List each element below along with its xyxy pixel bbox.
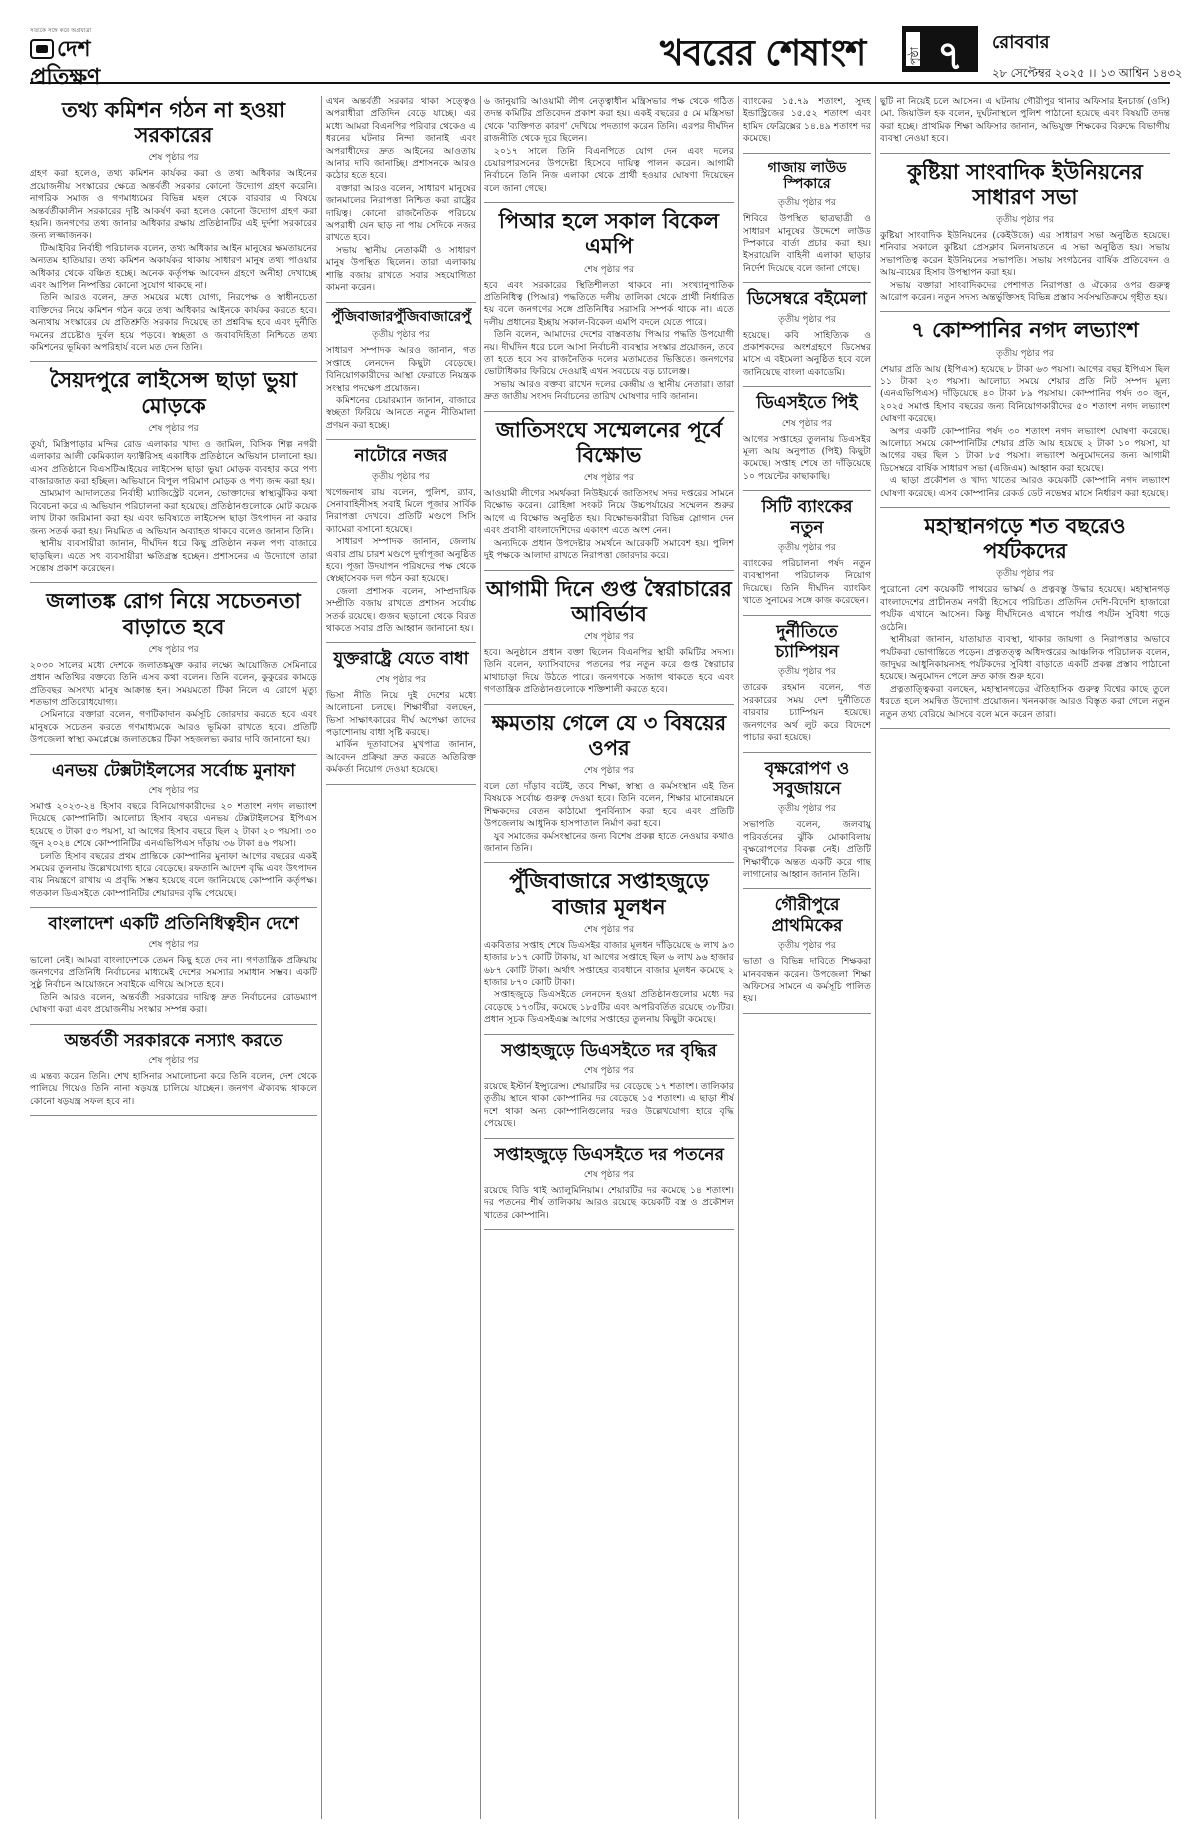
article-headline[interactable]: ক্ষমতায় গেলে যে ৩ বিষয়ের ওপর — [491, 710, 727, 760]
article — [30, 761, 317, 909]
article-headline[interactable]: ডিসেম্বরে বইমেলা — [747, 289, 867, 310]
continuation-note: তৃতীয় পৃষ্ঠার পর — [996, 215, 1054, 225]
article — [326, 96, 476, 303]
article-paragraph: তিনি বলেন, আমাদের দেশের বাস্তবতায় পিআর পদ্ধতি উপযোগী নয়। দীর্ঘদিন ধরে চলে আসা নির্বাচনী ব্যবস্থার সংস্কার প্রয়োজন, তবে তা হতে হবে সব রাজনৈতিক দলের মতামতের ভিত্তিতে। জনগণের ভোটাধিকার ফিরিয়ে দেওয়াই এখন সবচেয়ে বড় চ্যালেঞ্জ। — [484, 329, 734, 378]
continuation-note: তৃতীয় পৃষ্ঠার পর — [996, 348, 1054, 359]
article — [484, 1145, 734, 1231]
article-headline[interactable]: দুর্নীতিতে চ্যাম্পিয়ন — [775, 621, 839, 663]
article — [30, 1031, 317, 1117]
article-paragraph: সভাপতি বলেন, জলবায়ু পরিবর্তনের ঝুঁকি মোকাবিলায় বৃক্ষরোপণের বিকল্প নেই। প্রতিটি শিক্ষার্থীকে অন্তত একটি করে গাছ লাগানোর আহ্বান জানান তিনি। — [743, 819, 871, 880]
article-paragraph: এ মন্তব্য করেন তিনি। শেখ হাসিনার সমালোচনা করে তিনি বলেন, দেশ থেকে পালিয়ে গিয়েও তিনি নানা ষড়যন্ত্র চালিয়ে যাচ্ছেন। জনগণ ঐক্যবদ্ধ থাকলে কোনো ষড়যন্ত্র সফল হবে না। — [30, 1070, 317, 1107]
article-headline[interactable]: ডিএসইতে পিই — [756, 393, 858, 414]
article-paragraph: সাধারণ সম্পাদক আরও জানান, গত সপ্তাহে লেনদেন কিছুটা বেড়েছে। বিনিয়োগকারীদের আস্থা ফেরাতে নিয়ন্ত্রক সংস্থার পদক্ষেপ প্রয়োজন। — [326, 345, 476, 394]
article-headline[interactable]: বাংলাদেশ একটি প্রতিনিধিত্বহীন দেশে — [48, 914, 299, 935]
article — [743, 96, 871, 154]
article-paragraph: হয়েছে। কবি সাহিত্যিক ও প্রকাশকদের অংশগ্রহণে ডিসেম্বর মাসে এ বইমেলা অনুষ্ঠিত হবে বলে জানিয়েছে বাংলা একাডেমি। — [743, 329, 871, 378]
article — [880, 514, 1170, 729]
continuation-note: তৃতীয় পৃষ্ঠার পর — [778, 198, 836, 209]
article-headline[interactable]: গৌরীপুরে প্রাথমিকের — [771, 895, 843, 936]
continuation-note: শেষ পৃষ্ঠার পর — [583, 1169, 635, 1180]
article-paragraph: কমিশনের চেয়ারম্যান জানান, বাজারে স্বচ্ছতা ফিরিয়ে আনতে নতুন নীতিমালা প্রণয়ন করা হচ্ছে। — [326, 394, 476, 431]
column-rule — [738, 96, 739, 1819]
article — [880, 160, 1170, 313]
article-paragraph: এ ছাড়া প্রকৌশল ও খাদ্য খাতের আরও কয়েকটি কোম্পানি নগদ লভ্যাংশ ঘোষণা করেছে। এসব কোম্পানির রেকর্ড ডেট নভেম্বর মাসে নির্ধারণ করা হয়েছে। — [880, 475, 1170, 499]
article — [743, 895, 871, 1013]
article-paragraph: শিবিরে উপস্থিত ছাত্রছাত্রী ও সাধারণ মানুষের উদ্দেশে লাউড স্পিকারে বার্তা প্রচার করা হয়। ইসরায়েলি বাহিনী এলাকা ছাড়ার নির্দেশ দিয়েছে বলে জানা গেছে। — [743, 213, 871, 274]
column-rule — [480, 96, 481, 1819]
dateline-date: ২৮ সেপ্টেম্বর ২০২৫ ।। ১৩ আশ্বিন ১৪৩২ — [992, 66, 1183, 80]
article-headline[interactable]: জাতিসংঘে সম্মেলনের পূর্বে বিক্ষোভ — [495, 417, 723, 467]
continuation-note: শেষ পৃষ্ঠার পর — [583, 1065, 635, 1076]
brand-logo-icon — [30, 39, 54, 59]
continuation-note: শেষ পৃষ্ঠার পর — [583, 264, 635, 275]
continuation-note: তৃতীয় পৃষ্ঠার পর — [372, 471, 430, 482]
continuation-note: শেষ পৃষ্ঠার পর — [583, 631, 635, 642]
article — [326, 649, 476, 784]
newspaper-brand[interactable] — [30, 28, 160, 92]
article-paragraph: তিনি আরও বলেন, দ্রুত সময়ের মধ্যে যোগ্য, নিরপেক্ষ ও স্বাধীনচেতা ব্যক্তিদের নিয়ে কমিশন গঠন করে তথ্য অধিকার আইনকে কার্যকর করতে হবে। অন্যথায় সংস্কারের যে প্রতিশ্রুতি সরকার দিয়েছে তা প্রশ্নবিদ্ধ হবে এবং দুর্নীতি দমনের প্রচেষ্টাও দুর্বল হয়ে পড়বে। স্বচ্ছতা ও জবাবদিহিতা নিশ্চিতে তথ্য কমিশনের ভূমিকা অপরিহার্য বলে মত দেন তিনি। — [30, 292, 317, 354]
article-paragraph: জেলা প্রশাসক বলেন, সাম্প্রদায়িক সম্প্রীতি বজায় রাখতে প্রশাসন সর্বোচ্চ সতর্ক রয়েছে। গুজব ছড়ানো থেকে বিরত থাকতে সবার প্রতি আহ্বান জানানো হয়। — [326, 585, 476, 634]
article — [743, 759, 871, 890]
column-5 — [880, 96, 1170, 1819]
masthead — [30, 22, 1183, 90]
article-paragraph: সভায় আরও বক্তব্য রাখেন দলের কেন্দ্রীয় ও স্থানীয় নেতারা। তারা দ্রুত জাতীয় সংসদ নির্বাচনের তারিখ ঘোষণার দাবি জানান। — [484, 378, 734, 403]
continuation-note: তৃতীয় পৃষ্ঠার পর — [372, 330, 430, 341]
article — [484, 209, 734, 411]
article — [484, 1041, 734, 1139]
article — [743, 160, 871, 284]
article-headline[interactable]: বৃক্ষরোপণ ও সবুজায়নে — [764, 758, 850, 799]
article-paragraph: মার্কিন দূতাবাসের মুখপাত্র জানান, আবেদন প্রক্রিয়া দ্রুত করতে অতিরিক্ত কর্মকর্তা নিয়োগ দেওয়া হয়েছে। — [326, 739, 476, 776]
continuation-note: তৃতীয় পৃষ্ঠার পর — [778, 543, 836, 554]
article-paragraph: স্থানীয় ব্যবসায়ীরা জানান, দীর্ঘদিন ধরে কিছু প্রতিষ্ঠান নকল পণ্য বাজারে ছাড়ছিল। এতে সৎ ব্যবসায়ীরা ক্ষতিগ্রস্ত হচ্ছেন। প্রশাসনের এ উদ্যোগে তারা সন্তোষ প্রকাশ করেছেন। — [30, 538, 317, 574]
continuation-note: তৃতীয় পৃষ্ঠার পর — [996, 569, 1054, 580]
article-headline[interactable]: তথ্য কমিশন গঠন না হওয়া সরকারের — [61, 98, 286, 148]
article-headline[interactable]: নাটোরে নজর — [354, 446, 448, 467]
article-headline[interactable]: সিটি ব্যাংকের নতুন — [761, 497, 853, 538]
page-number: ৭ — [936, 33, 963, 79]
article — [484, 96, 734, 203]
article-headline[interactable]: সপ্তাহজুড়ে ডিএসইতে দর পতনের — [494, 1144, 724, 1165]
brand-name — [30, 36, 160, 92]
article — [484, 577, 734, 705]
article — [326, 309, 476, 441]
continuation-note: শেষ পৃষ্ঠার পর — [583, 765, 635, 776]
article — [30, 589, 317, 754]
continuation-note: শেষ পৃষ্ঠার পর — [583, 473, 635, 484]
article-headline[interactable]: আগামী দিনে গুপ্ত স্বৈরাচারের আবির্ভাব — [486, 576, 732, 626]
continuation-note: তৃতীয় পৃষ্ঠার পর — [778, 667, 836, 678]
article-paragraph: ৬ জানুয়ারি আওয়ামী লীগ নেতৃত্বাধীন মন্ত্রিসভার পক্ষ থেকে গঠিত তদন্ত কমিটির প্রতিবেদন প্রকাশ করা হয়। একই বছরের ৫ মে মন্ত্রিসভা থেকে 'ব্যক্তিগত কারণ' দেখিয়ে পদত্যাগ করেন তিনি। এরপর দীর্ঘদিন রাজনীতি থেকে দূরে ছিলেন। — [484, 96, 734, 145]
continuation-note: তৃতীয় পৃষ্ঠার পর — [778, 314, 836, 325]
column-4 — [743, 96, 871, 1819]
article-headline[interactable]: পিআর হলে সকাল বিকেল এমপি — [498, 209, 720, 259]
column-rule — [321, 96, 322, 1819]
article-headline[interactable]: জলাতঙ্ক রোগ নিয়ে সচেতনতা বাড়াতে হবে — [46, 589, 301, 639]
article-paragraph: সভায় স্থানীয় নেতাকর্মী ও সাধারণ মানুষ উপস্থিত ছিলেন। তারা এলাকায় শান্তি বজায় রাখতে সবার সহযোগিতা কামনা করেন। — [326, 244, 476, 294]
continuation-note: শেষ পৃষ্ঠার পর — [148, 644, 199, 655]
article-paragraph: তারেক রহমান বলেন, গত সরকারের সময় দেশ দুর্নীতিতে বারবার চ্যাম্পিয়ন হয়েছে। জনগণের অর্থ লুট করে বিদেশে পাচার করা হয়েছে। — [743, 682, 871, 744]
article — [880, 318, 1170, 508]
article — [326, 446, 476, 643]
article-headline[interactable]: সৈয়দপুরে লাইসেন্স ছাড়া ভুয়া মোড়কে — [49, 368, 298, 418]
article-headline[interactable]: যুক্তরাষ্ট্রে যেতে বাধা — [333, 649, 469, 670]
article — [484, 869, 734, 1034]
article-paragraph: খগেন্দ্রনাথ রায় বলেন, পুলিশ, র‍্যাব, সেনাবাহিনীসহ সবাই মিলে পূজার সার্বিক নিরাপত্তা দেখবে। প্রতিটি মণ্ডপে সিসি ক্যামেরা বসানো হয়েছে। — [326, 486, 476, 535]
article-headline[interactable]: পুঁজিবাজারপুঁজিবাজারেপুঁ — [331, 308, 471, 325]
article-paragraph: একবিতার সপ্তাহ শেষে ডিএসইর বাজার মূলধন দাঁড়িয়েছে ৬ লাখ ৯৩ হাজার ৮১৭ কোটি টাকায়, যা আগের সপ্তাহে ছিল ৬ লাখ ৯৬ হাজার ৬৮৭ কোটি টাকা। অর্থাৎ সপ্তাহের ব্যবধানে বাজার মূলধন কমেছে ২ হাজার ৮৭০ কোটি টাকা। — [484, 939, 734, 988]
article-paragraph: কুষ্টিয়া সাংবাদিক ইউনিয়নের (কেইউজে) এর সাধারণ সভা অনুষ্ঠিত হয়েছে। শনিবার সকালে কুষ্টিয়া প্রেসক্লাব মিলনায়তনে এ সভা অনুষ্ঠিত হয়। সভায় সভাপতিত্ব করেন ইউনিয়নের সভাপতি। সভায় সংগঠনের বার্ষিক প্রতিবেদন ও আয়-ব্যয়ের হিসাব উপস্থাপন করা হয়। — [880, 230, 1170, 279]
article-paragraph: সাধারণ সম্পাদক জানান, জেলায় এবার প্রায় চারশ মণ্ডপে দুর্গাপূজা অনুষ্ঠিত হবে। পূজা উদযাপন পরিষদের পক্ষ থেকে স্বেচ্ছাসেবক দল গঠন করা হয়েছে। — [326, 536, 476, 585]
article-paragraph: তুর্যা, মিস্ত্রিপাড়ার মন্দির রোড এলাকার খাদ্য ও জামিল, বিসিক শিল্প নগরী এলাকার আলী কেমিক্যাল ফ্যাক্টরিসহ একাধিক প্রতিষ্ঠানে অভিযান চালানো হয়। এসব প্রতিষ্ঠানে বিএসটিআইয়ের লাইসেন্স ছাড়া ভুয়া মোড়ক ব্যবহার করে পণ্য বাজারজাত করা হচ্ছিল। অভিযানে বিপুল পরিমাণ মোড়ক ও পণ্য জব্দ করা হয়। — [30, 438, 317, 488]
article-headline[interactable]: গাজায় লাউড স্পিকারে — [767, 159, 847, 193]
article-headline[interactable]: কুষ্টিয়া সাংবাদিক ইউনিয়নের সাধারণ সভা — [907, 159, 1143, 209]
article-paragraph: বক্তারা আরও বলেন, সাধারণ মানুষের জানমালের নিরাপত্তা নিশ্চিত করা রাষ্ট্রের দায়িত্ব। কোনো রাজনৈতিক পরিচয়ে অপরাধী যেন ছাড় না পায় সেদিকে নজর রাখতে হবে। — [326, 182, 476, 244]
column-1 — [30, 96, 317, 1819]
article — [743, 622, 871, 753]
article-paragraph: ব্যাংকের পরিচালনা পর্ষদ নতুন ব্যবস্থাপনা পরিচালক নিয়োগ দিয়েছে। তিনি দীর্ঘদিন ব্যাংকিং খাতে সুনামের সঙ্গে কাজ করেছেন। — [743, 558, 871, 607]
continuation-note: শেষ পৃষ্ঠার পর — [148, 939, 199, 950]
article-paragraph: ভিসা নীতি নিয়ে দুই দেশের মধ্যে আলোচনা চলছে। শিক্ষার্থীরা বলছেন, ভিসা সাক্ষাৎকারের দীর্ঘ অপেক্ষা তাদের পড়াশোনায় বাধা সৃষ্টি করছে। — [326, 689, 476, 739]
article-paragraph: অন্যদিকে প্রধান উপদেষ্টার সমর্থনে আরেকটি সমাবেশ হয়। পুলিশ দুই পক্ষকে আলাদা রাখতে নিরাপত্তা জোরদার করে। — [484, 537, 734, 562]
article-paragraph: সেমিনারে বক্তারা বলেন, গণটিকাদান কর্মসূচি জোরদার করতে হবে এবং মানুষকে সচেতন করতে গণমাধ্যমকে আরও ভূমিকা রাখতে হবে। প্রতিটি উপজেলা স্বাস্থ্য কমপ্লেক্সে জলাতঙ্কের টিকা সহজলভ্য করার দাবি জানানো হয়। — [30, 709, 317, 746]
article — [743, 497, 871, 615]
article-headline[interactable]: এনভয় টেক্সটাইলসের সর্বোচ্চ মুনাফা — [51, 760, 296, 781]
article — [484, 711, 734, 864]
article-paragraph: বলে তো দাঁড়াব বটেই, তবে শিক্ষা, স্বাস্থ্য ও কর্মসংস্থান এই তিন বিষয়কে সর্বোচ্চ গুরুত্ব দেওয়া হবে। তিনি বলেন, শিক্ষার মানোন্নয়নে শিক্ষকদের বেতন কাঠামো পুনর্বিন্যাস করা হবে এবং প্রতিটি উপজেলায় আধুনিক হাসপাতাল নির্মাণ করা হবে। — [484, 780, 734, 830]
article-headline[interactable]: অন্তর্বর্তী সরকারকে নস্যাৎ করতে — [64, 1030, 283, 1051]
article-paragraph: শেয়ার প্রতি আয় (ইপিএস) হয়েছে ৮ টাকা ৬৩ পয়সা। আগের বছর ইপিএস ছিল ১১ টাকা ২৩ পয়সা। আলোচ্য সময়ে শেয়ার প্রতি নিট সম্পদ মূল্য (এনএভিপিএস) দাঁড়িয়েছে ৪০ টাকা ৮৯ পয়সায়। কোম্পানির পর্ষদ ৩০ জুন, ২০২৫ সমাপ্ত হিসাব বছরের জন্য বিনিয়োগকারীদের ৫০ শতাংশ নগদ লভ্যাংশ ঘোষণা করেছে। — [880, 363, 1170, 425]
article — [30, 914, 317, 1024]
article — [743, 289, 871, 387]
article-paragraph: অপর একটি কোম্পানির পর্ষদ ৩০ শতাংশ নগদ লভ্যাংশ ঘোষণা করেছে। আলোচ্য সময়ে কোম্পানিটির শেয়ার প্রতি আয় হয়েছে ২ টাকা ১০ পয়সা, যা আগের বছর ছিল ১ টাকা ৮৫ পয়সা। লভ্যাংশ অনুমোদনের জন্য আগামী ডিসেম্বরে বার্ষিক সাধারণ সভা (এজিএম) আহ্বান করা হয়েছে। — [880, 425, 1170, 474]
continuation-note: শেষ পৃষ্ঠার পর — [148, 153, 199, 164]
article — [880, 96, 1170, 154]
brand-tagline: সত্যকে সঙ্গে করে অগ্রযাত্রা — [30, 28, 92, 34]
article — [30, 98, 317, 362]
article-paragraph: সভায় বক্তারা সাংবাদিকদের পেশাগত নিরাপত্তা ও ঐক্যের ওপর গুরুত্ব আরোপ করেন। নতুন সদস্য অন্তর্ভুক্তিসহ বিভিন্ন প্রস্তাব সর্বসম্মতিক্রমে গৃহীত হয়। — [880, 279, 1170, 304]
article-paragraph: আগের সপ্তাহের তুলনায় ডিএসইর মূল্য আয় অনুপাত (পিই) কিছুটা কমেছে। সপ্তাহ শেষে তা দাঁড়িয়েছে ১০ পয়েন্টের কাছাকাছি। — [743, 433, 871, 482]
section-title: খবরের শেষাংশ — [660, 33, 866, 74]
article-paragraph: ভ্রাম্যমাণ আদালতের নির্বাহী ম্যাজিস্ট্রেট বলেন, ভোক্তাদের স্বাস্থ্যঝুঁকির কথা বিবেচনা করে এ অভিযান পরিচালনা করা হয়েছে। প্রতিষ্ঠানগুলোকে মোট কয়েক লাখ টাকা জরিমানা করা হয় এবং ভবিষ্যতে লাইসেন্স ছাড়া উৎপাদন না করার জন্য সতর্ক করা হয়। নিয়মিত এ অভিযান অব্যাহত থাকবে বলেও জানান তিনি। — [30, 488, 317, 537]
article-paragraph: আওয়ামী লীগের সমর্থকরা নিউইয়র্কে জাতিসংঘ সদর দপ্তরের সামনে বিক্ষোভ করেন। রোহিঙ্গা সংকট নিয়ে উচ্চপর্যায়ের সম্মেলন শুরুর আগে এ বিক্ষোভ অনুষ্ঠিত হয়। বিক্ষোভকারীরা বিভিন্ন স্লোগান দেন এবং প্রবাসী বাংলাদেশিদের একাংশ এতে অংশ নেন। — [484, 488, 734, 537]
article-headline[interactable]: মহাস্থানগড়ে শত বছরেও পর্যটকদের — [924, 514, 1126, 564]
page-label: পৃষ্ঠা — [906, 32, 920, 66]
dateline-day: রোববার — [992, 32, 1050, 53]
brand-name-text: দেশ প্রতিক্ষণ — [30, 37, 101, 90]
continuation-note: তৃতীয় পৃষ্ঠার পর — [778, 804, 836, 815]
continuation-note: শেষ পৃষ্ঠার পর — [583, 924, 635, 935]
article-paragraph: হবে এবং সরকারের স্থিতিশীলতা থাকবে না। সংখ্যানুপাতিক প্রতিনিধিত্ব (পিআর) পদ্ধতিতে দলীয় তালিকা থেকে প্রার্থী নির্ধারিত হয় বলে জনগণের সঙ্গে প্রতিনিধির সরাসরি সম্পর্ক থাকে না। এতে দলীয় প্রধানের ইচ্ছায় সকাল-বিকেল এমপি বদলে যেতে পারে। — [484, 279, 734, 328]
article-paragraph: রয়েছে ইস্টার্ন ইন্স্যুরেন্স। শেয়ারটির দর বেড়েছে ১৭ শতাংশ। তালিকার তৃতীয় স্থানে থাকা কোম্পানির দর বেড়েছে ১৫ শতাংশ। এ ছাড়া শীর্ষ দশে থাকা অন্য কোম্পানিগুলোর দরও উল্লেখযোগ্য হারে বৃদ্ধি পেয়েছে। — [484, 1080, 734, 1130]
article-paragraph: টিআইবির নির্বাহী পরিচালক বলেন, তথ্য অধিকার আইন মানুষের ক্ষমতায়নের অন্যতম হাতিয়ার। তথ্য কমিশন অকার্যকর থাকায় সাধারণ মানুষ তথ্য পাওয়ার অধিকার থেকে বঞ্চিত হচ্ছে। অনেক কর্তৃপক্ষ আবেদন গ্রহণে অনীহা দেখাচ্ছে এবং আপিল নিষ্পত্তির কোনো সুযোগ থাকছে না। — [30, 242, 317, 292]
continuation-note: শেষ পৃষ্ঠার পর — [375, 674, 427, 685]
article-paragraph: সপ্তাহজুড়ে ডিএসইতে লেনদেন হওয়া প্রতিষ্ঠানগুলোর মধ্যে দর বেড়েছে ১৭৩টির, কমেছে ১৮৫টির এবং অপরিবর্তিত রয়েছে ৩৮টির। প্রধান সূচক ডিএসইএক্স আগের সপ্তাহের তুলনায় কিছুটা কমেছে। — [484, 989, 734, 1026]
article-paragraph: তিনি আরও বলেন, অন্তর্বর্তী সরকারের দায়িত্ব দ্রুত নির্বাচনের রোডম্যাপ ঘোষণা করা এবং প্রয়োজনীয় সংস্কার সম্পন্ন করা। — [30, 991, 317, 1016]
article-paragraph: চলতি হিসাব বছরের প্রথম প্রান্তিকে কোম্পানির মুনাফা আগের বছরের একই সময়ের তুলনায় উল্লেখযোগ্য হারে বেড়েছে। রফতানি আদেশ বৃদ্ধি এবং উৎপাদন ব্যয় নিয়ন্ত্রণে রাখায় এ প্রবৃদ্ধি সম্ভব হয়েছে বলে জানিয়েছে কোম্পানি কর্তৃপক্ষ। গতকাল ডিএসইতে কোম্পানিটির শেয়ারদর বৃদ্ধি পেয়েছে। — [30, 850, 317, 899]
dateline — [992, 28, 1183, 84]
article-paragraph: ২০৩০ সালের মধ্যে দেশকে জলাতঙ্কমুক্ত করার লক্ষ্যে আয়োজিত সেমিনারে প্রধান অতিথির বক্তব্যে তিনি এসব কথা বলেন। তিনি বলেন, কুকুরের কামড়ে প্রতিবছর অসংখ্য মানুষ আক্রান্ত হন। সময়মতো টিকা নিলে এ রোগে মৃত্যু শতভাগ প্রতিরোধযোগ্য। — [30, 659, 317, 708]
column-rule — [875, 96, 876, 1819]
article-paragraph: প্রত্নতাত্ত্বিকরা বলছেন, মহাস্থানগড়ের ঐতিহাসিক গুরুত্ব বিশ্বের কাছে তুলে ধরতে হলে সমন্বিত উদ্যোগ প্রয়োজন। খননকাজ আরও বিস্তৃত করা গেলে নতুন নতুন তথ্য বেরিয়ে আসবে বলে মনে করেন তারা। — [880, 683, 1170, 720]
continuation-note: শেষ পৃষ্ঠার পর — [148, 423, 199, 434]
column-2 — [326, 96, 476, 1819]
continuation-note: শেষ পৃষ্ঠার পর — [781, 418, 833, 429]
column-3 — [484, 96, 734, 1819]
page-number-box — [902, 26, 978, 79]
article-paragraph: এখন অন্তর্বর্তী সরকার থাকা সত্ত্বেও অপরাধীরা প্রতিদিন বেড়ে যাচ্ছে। এর মধ্যে আমরা বিএনপির পরিবার থেকেও এ ধরনের ঘটনার নিন্দা জানাই এবং অপরাধীদের দ্রুত আইনের আওতায় আনার দাবি জানাচ্ছি। প্রশাসনকে আরও কঠোর হতে হবে। — [326, 96, 476, 182]
article-headline[interactable]: ৭ কোম্পানির নগদ লভ্যাংশ — [911, 318, 1139, 343]
continuation-note: তৃতীয় পৃষ্ঠার পর — [778, 941, 836, 952]
article-paragraph: গ্রহণ করা হলেও, তথ্য কমিশন কার্যকর করা ও তথ্য অধিকার আইনের প্রয়োজনীয় সংস্কারের ক্ষেত্রে অন্তর্বর্তী সরকার কোনো উদ্যোগ গ্রহণ করেনি। নাগরিক সমাজ ও গণমাধ্যমের বিভিন্ন মহল থেকে বারবার এ বিষয়ে অন্তর্বর্তীকালীন সরকারের দৃষ্টি আকর্ষণ করা হলেও কোনো উদ্যোগ গ্রহণ করা হয়নি। জনগণের তথ্য জানার অধিকার রক্ষায় প্রতিষ্ঠানটির এই দুর্দশা সরকারের জন্য লজ্জাজনক। — [30, 168, 317, 242]
article-paragraph: ব্যাংকের ১৫.৭৯ শতাংশ, সুদহ ইন্ডাস্ট্রিজের ১৫.৫২ শতাংশ এবং হামিদ ফেব্রিক্সের ১৪.৪৯ শতাংশ দর কমেছে। — [743, 96, 871, 145]
article-paragraph: ভালো নেই। আমরা বাংলাদেশকে তেমন কিছু হতে দেব না। গণতান্ত্রিক প্রক্রিয়ায় জনগণের প্রতিনিধি নির্বাচনের মাধ্যমেই দেশের সমস্যার সমাধান সম্ভব। একটি সুষ্ঠু নির্বাচন আয়োজনে সবাইকে এগিয়ে আসতে হবে। — [30, 954, 317, 991]
article-paragraph: ছুটি না নিয়েই চলে আসেন। এ ঘটনায় গৌরীপুর থানার অফিসার ইনচার্জ (ওসি) মো. জিয়াউল হক বলেন, দুর্ঘটনাস্থলে পুলিশ পাঠানো হয়েছে এবং বিষয়টি তদন্ত করা হচ্ছে। প্রাথমিক শিক্ষা অফিসার জানান, অভিযুক্ত শিক্ষকের বিরুদ্ধে বিভাগীয় ব্যবস্থা নেওয়া হবে। — [880, 96, 1170, 145]
article-paragraph: স্থানীয়রা জানান, যাতায়াত ব্যবস্থা, থাকার জায়গা ও নিরাপত্তার অভাবে পর্যটকরা ভোগান্তিতে পড়েন। প্রত্নতত্ত্ব অধিদপ্তরের আঞ্চলিক পরিচালক বলেন, জাদুঘর আধুনিকায়নসহ পর্যটকদের সুবিধা বাড়াতে একটি প্রকল্প প্রস্তাব পাঠানো হয়েছে। অনুমোদন পেলে দ্রুত কাজ শুরু হবে। — [880, 634, 1170, 683]
article-paragraph: পুরোনো বেশ কয়েকটি পাথরের ভাস্কর্য ও প্রত্নবস্তু উদ্ধার হয়েছে। মহাস্থানগড় বাংলাদেশের প্রাচীনতম নগরী হিসেবে পরিচিত। প্রতিদিন দেশি-বিদেশি হাজারো পর্যটক এখানে আসেন। কিন্তু দীর্ঘদিনেও এখানে পর্যাপ্ত পর্যটন সুবিধা গড়ে ওঠেনি। — [880, 584, 1170, 633]
article-headline[interactable]: পুঁজিবাজারে সপ্তাহজুড়ে বাজার মূলধন — [509, 869, 709, 919]
article — [743, 393, 871, 491]
article — [484, 418, 734, 571]
article-paragraph: হবে। অনুষ্ঠানে প্রধান বক্তা ছিলেন বিএনপির স্থায়ী কমিটির সদস্য। তিনি বলেন, ফ্যাসিবাদের পতনের পর নতুন করে গুপ্ত স্বৈরাচার মাথাচাড়া দিয়ে উঠতে পারে। জনগণকে সজাগ থাকতে হবে এবং গণতান্ত্রিক প্রতিষ্ঠানগুলোকে শক্তিশালী করতে হবে। — [484, 646, 734, 696]
article-headline[interactable]: সপ্তাহজুড়ে ডিএসইতে দর বৃদ্ধির — [501, 1040, 717, 1061]
article-paragraph: সমাপ্ত ২০২৩-২৪ হিসাব বছরে বিনিয়োগকারীদের ২০ শতাংশ নগদ লভ্যাংশ দিয়েছে কোম্পানিটি। আলোচ্য হিসাব বছরে এনভয় টেক্সটাইলসের ইপিএস হয়েছে ৩ টাকা ৫৩ পয়সা, যা আগের হিসাব বছরে ছিল ২ টাকা ২০ পয়সা। ৩০ জুন ২০২৪ শেষে কোম্পানিটির এনএভিপিএস দাঁড়ায় ৩৬ টাকা ৪৬ পয়সা। — [30, 800, 317, 850]
continuation-note: শেষ পৃষ্ঠার পর — [148, 1055, 199, 1066]
article-paragraph: ভাতা ও বিভিন্ন দাবিতে শিক্ষকরা মানববন্ধন করেন। উপজেলা শিক্ষা অফিসের সামনে এ কর্মসূচি পালিত হয়। — [743, 956, 871, 1005]
article — [30, 368, 317, 583]
article-paragraph: ২০১৭ সালে তিনি বিএনপিতে যোগ দেন এবং দলের চেয়ারপারসনের উপদেষ্টা হিসেবে দায়িত্ব পালন করেন। আগামী নির্বাচনে তিনি নিজ এলাকা থেকে প্রার্থী হওয়ার ঘোষণা দিয়েছেন বলে জানা গেছে। — [484, 145, 734, 194]
continuation-note: শেষ পৃষ্ঠার পর — [148, 785, 199, 796]
article-paragraph: রয়েছে বিডি থাই অ্যালুমিনিয়াম। শেয়ারটির দর কমেছে ১৪ শতাংশ। দর পতনের শীর্ষ তালিকায় আরও রয়েছে কয়েকটি বস্ত্র ও প্রকৌশল খাতের কোম্পানি। — [484, 1184, 734, 1221]
article-paragraph: যুব সমাজের কর্মসংস্থানের জন্য বিশেষ প্রকল্প হাতে নেওয়ার কথাও জানান তিনি। — [484, 830, 734, 854]
